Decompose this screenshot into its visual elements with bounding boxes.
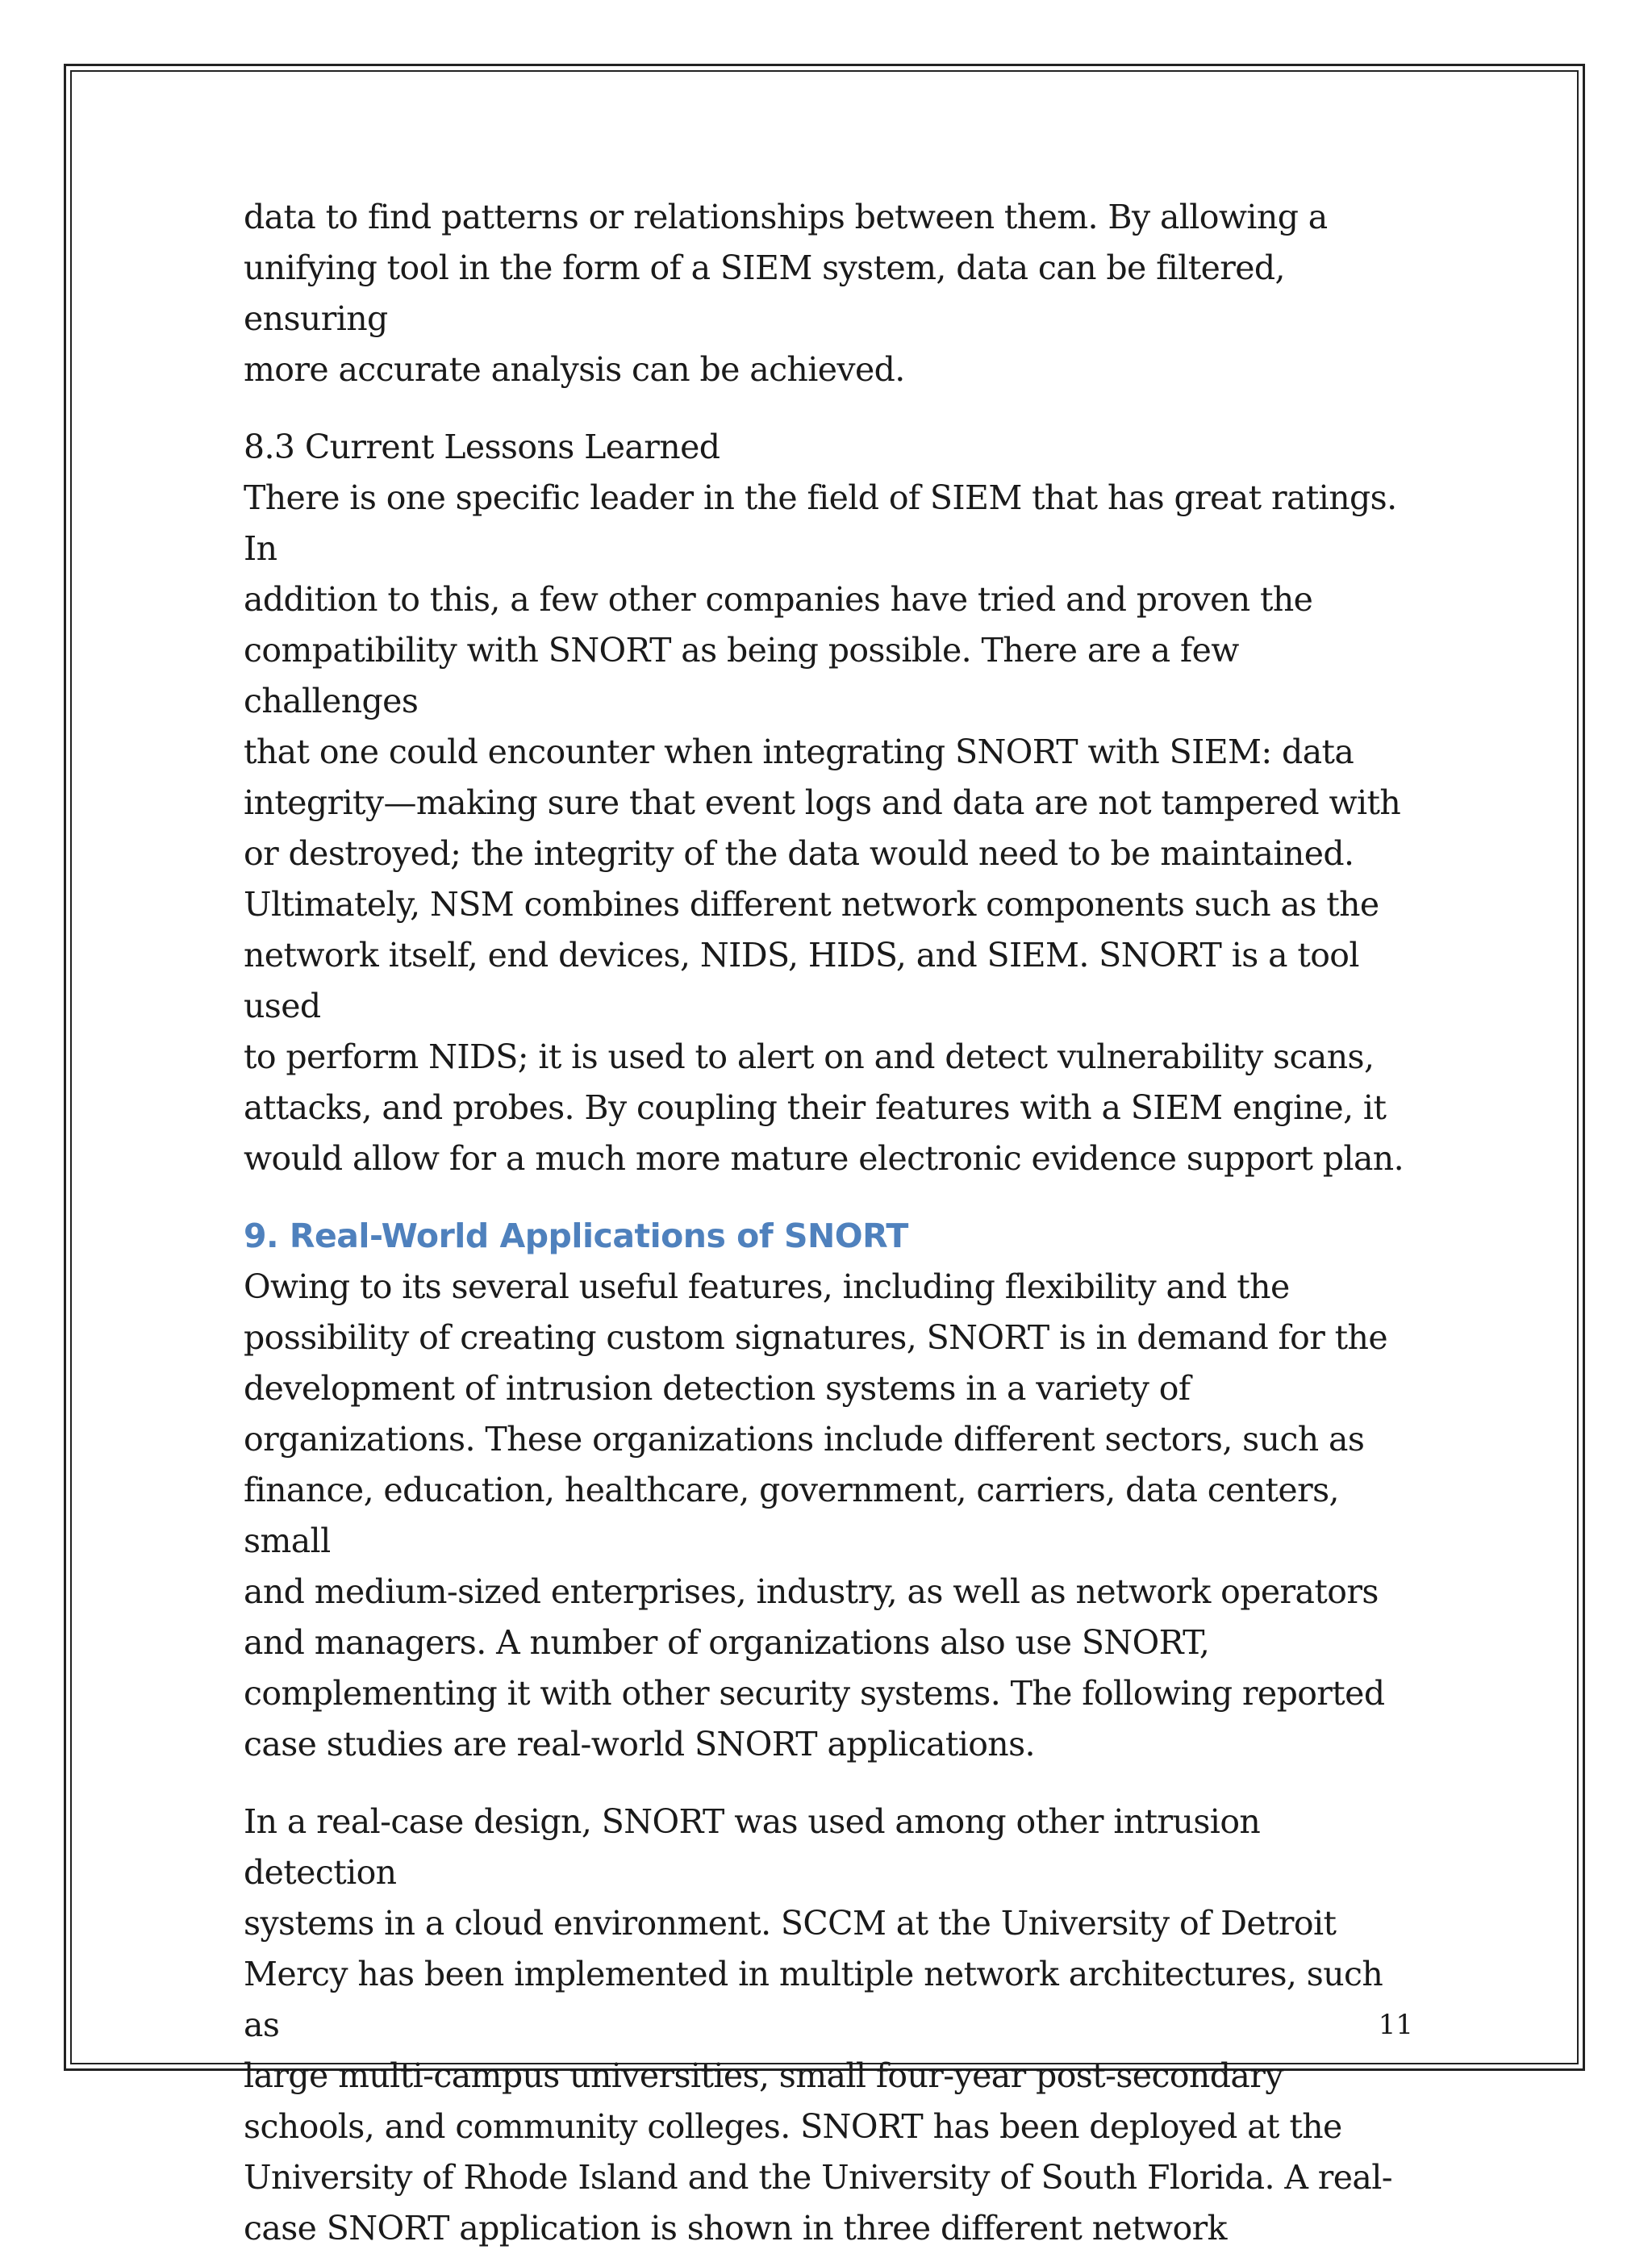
section-heading-real-world: 9. Real-World Applications of SNORT [244, 1217, 908, 1255]
paragraph-gap [244, 1770, 1413, 1797]
paragraph-siem-intro: data to find patterns or relationships between them. By allowing a unifying tool in the form of a SIEM system, data can be filtered, ensuring more accurate analysis can be achieved. [244, 198, 1328, 389]
paragraph-real-world-intro: Owing to its several useful features, including flexibility and the possibility of creating custom signatures, SNORT is in demand for the development of intrusion detection systems in a variety of organizations. These organizations include different sectors, such as finance, education, healthcare, government, carriers, data centers, small and medium-sized enterprises, industry, as well as network operators and managers. A number of organizations also use SNORT, complementing it with other security systems. The following reported case studies are real-world SNORT applications. [244, 1267, 1387, 1764]
subheading-current-lessons: 8.3 Current Lessons Learned [244, 428, 720, 466]
paragraph-lessons-learned: There is one specific leader in the field of SIEM that has great ratings. In addition to this, a few other companies have tried and proven the compatibility with SNORT as being possible. There are a few challenges that one could encounter when integrating SNORT with SIEM: data integrity—making sure that event logs and data are not tampered with or destroyed; the integrity of the data would need to be maintained. Ultimately, NSM combines different network components such as the network itself, end devices, NIDS, HIDS, and SIEM. SNORT is a tool used to perform NIDS; it is used to alert on and detect vulnerability scans, attacks, and probes. By coupling their features with a SIEM engine, it would allow for a much more mature electronic evidence support plan. [244, 478, 1404, 1178]
paragraph-gap [244, 395, 1413, 422]
paragraph-real-case-design: In a real-case design, SNORT was used among other intrusion detection systems in a cloud environment. SCCM at the University of Detroit Mercy has been implemented in multiple network architectures, such as large multi-campus universities, small four-year post-secondary schools, and community colleges. SNORT has been deployed at the University of Rhode Island and the University of South Florida. A real- case SNORT application is shown in three different network [244, 1802, 1393, 2248]
paragraph-gap [244, 1184, 1413, 1211]
page-number: 11 [1378, 2009, 1413, 2041]
page-content [244, 192, 1413, 2254]
